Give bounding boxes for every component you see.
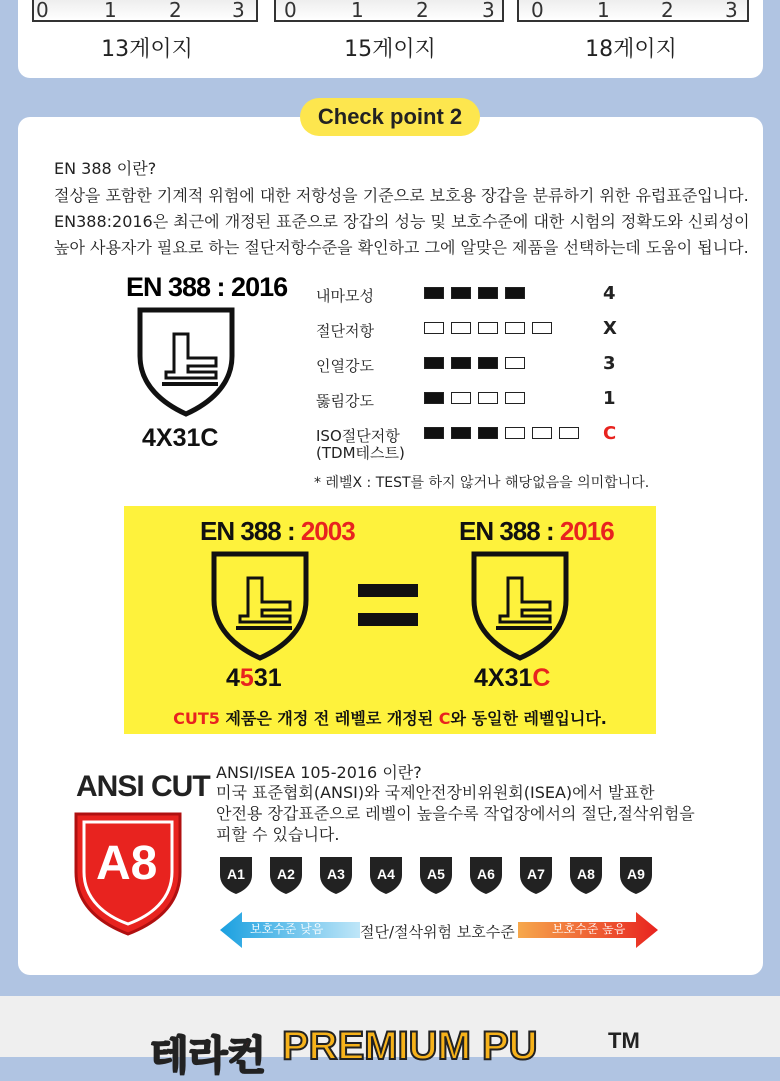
equals-icon xyxy=(358,584,418,626)
protection-scale-label: 절단/절삭위험 보호수준 xyxy=(360,923,515,941)
level-badge-a8 xyxy=(568,855,604,895)
level-badge-label: A2 xyxy=(277,866,295,882)
low-protection-label: 보호수준 낮음 xyxy=(250,922,324,936)
compare-right-title: EN 388 : 2016 xyxy=(459,516,614,546)
row-value-abrasion: 4 xyxy=(603,283,616,304)
level-badge-label: A9 xyxy=(627,866,645,882)
ansi-question: ANSI/ISEA 105-2016 이란? xyxy=(216,763,422,782)
level-badge-a2 xyxy=(268,855,304,895)
gauge-label-18: 18게이지 xyxy=(585,37,677,62)
brand-tm: TM xyxy=(608,1028,640,1053)
ansi-line-1: 미국 표준협회(ANSI)와 국제안전장비위원회(ISEA)에서 발표한 xyxy=(216,783,655,802)
compare-left-title: EN 388 : 2003 xyxy=(200,516,355,546)
row-label-iso-cut-sub: (TDM테스트) xyxy=(316,444,405,462)
hammer-shield-icon xyxy=(470,550,570,662)
row-label-abrasion: 내마모성 xyxy=(316,287,374,305)
compare-right-code: 4X31C xyxy=(474,664,551,692)
level-badge-a3 xyxy=(318,855,354,895)
brand-name-kr: 테라컨 xyxy=(150,1034,266,1078)
level-badge-label: A5 xyxy=(427,866,445,882)
level-badge-a9 xyxy=(618,855,654,895)
brand-name-en: PREMIUM PU xyxy=(282,1024,538,1068)
ansi-line-2: 안전용 장갑표준으로 레벨이 높을수록 작업장에서의 절단,절삭위험을 xyxy=(216,804,695,823)
gauge-13: 0 1 2 3 xyxy=(32,0,258,22)
level-badge-label: A7 xyxy=(527,866,545,882)
hammer-shield-icon xyxy=(210,550,310,662)
intro-line-3: 높아 사용자가 필요로 하는 절단저항수준을 확인하고 그에 알맞은 제품을 선택하는데 도움이 됩니다. xyxy=(54,238,749,257)
en388-title: EN 388 : 2016 xyxy=(126,272,288,302)
row-boxes-tear xyxy=(424,357,525,369)
level-badge-a7 xyxy=(518,855,554,895)
ansi-badge-label: A8 xyxy=(96,837,158,890)
en388-code: 4X31C xyxy=(142,424,219,452)
level-badge-label: A1 xyxy=(227,866,245,882)
level-badge-label: A6 xyxy=(477,866,495,882)
checkpoint-title: Check point 2 xyxy=(300,98,480,136)
row-label-puncture: 뚫림강도 xyxy=(316,392,374,410)
row-boxes-iso-cut xyxy=(424,427,579,439)
ansi-line-3: 피할 수 있습니다. xyxy=(216,825,340,844)
row-label-cut: 절단저항 xyxy=(316,322,374,340)
row-value-cut: X xyxy=(603,318,617,339)
row-value-iso-cut: C xyxy=(603,423,617,444)
level-badge-label: A4 xyxy=(377,866,395,882)
row-label-tear: 인열강도 xyxy=(316,357,374,375)
hammer-shield-icon xyxy=(136,306,236,418)
gauge-18: 0 1 2 3 xyxy=(517,0,749,22)
level-badge-a5 xyxy=(418,855,454,895)
intro-line-1: 절상을 포함한 기계적 위험에 대한 저항성을 기준으로 보호용 장갑을 분류하기 위한 유럽표준입니다. xyxy=(54,186,749,205)
row-boxes-puncture xyxy=(424,392,525,404)
level-badge-label: A8 xyxy=(577,866,595,882)
high-protection-label: 보호수준 높음 xyxy=(552,922,626,936)
gauge-label-15: 15게이지 xyxy=(344,37,436,62)
level-badge-a4 xyxy=(368,855,404,895)
row-value-tear: 3 xyxy=(603,353,616,374)
ansi-title: ANSI CUT xyxy=(76,770,210,803)
row-value-puncture: 1 xyxy=(603,388,616,409)
row-label-iso-cut: ISO절단저항 xyxy=(316,427,400,445)
level-x-note: * 레벨X : TEST를 하지 않거나 해당없음을 의미합니다. xyxy=(314,475,650,491)
gauge-15: 0 1 2 3 xyxy=(274,0,504,22)
row-boxes-cut xyxy=(424,322,552,334)
intro-line-2: EN388:2016은 최근에 개정된 표준으로 장갑의 성능 및 보호수준에 대한 시험의 정확도와 신뢰성이 xyxy=(54,212,750,231)
row-boxes-abrasion xyxy=(424,287,525,299)
level-badge-a1 xyxy=(218,855,254,895)
compare-left-code: 4531 xyxy=(226,664,282,692)
level-badge-label: A3 xyxy=(327,866,345,882)
gauge-label-13: 13게이지 xyxy=(101,37,193,62)
intro-question: EN 388 이란? xyxy=(54,159,157,178)
comparison-note: CUT5 제품은 개정 전 레벨로 개정된 C와 동일한 레벨입니다. xyxy=(173,709,607,728)
level-badge-a6 xyxy=(468,855,504,895)
